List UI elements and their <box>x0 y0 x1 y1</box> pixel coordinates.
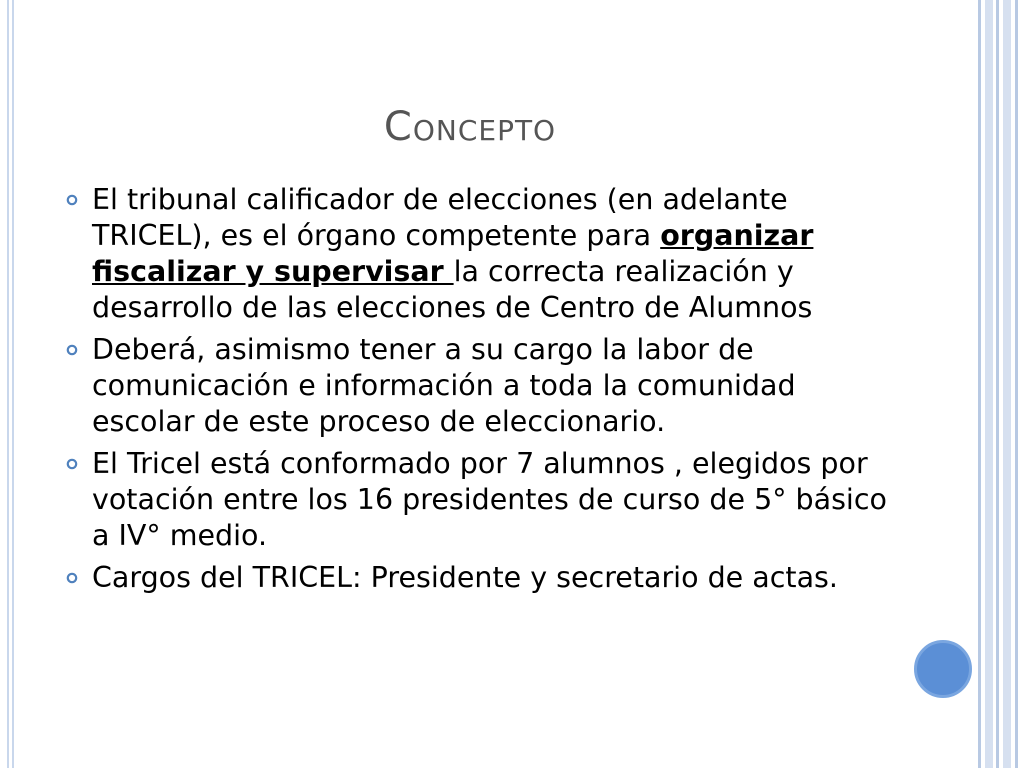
ring-bullet-icon <box>66 458 78 470</box>
ring-bullet-icon <box>66 572 78 584</box>
right-decor-stripe-5 <box>1015 0 1018 768</box>
ring-bullet-icon <box>66 344 78 356</box>
right-decor-stripe-4 <box>1003 0 1011 768</box>
bullet-2-text: Deberá, asimismo tener a su cargo la labor de comunicación e información a toda la comunidad escolar de este proceso de eleccionario. <box>92 333 796 438</box>
slide-title: Concepto <box>383 104 557 150</box>
ring-bullet-icon <box>66 194 78 206</box>
right-decor-stripe-1 <box>978 0 981 768</box>
bullet-item-4 <box>64 560 894 596</box>
bullet-1-text-after: la correcta realización y desarrollo de las elecciones de Centro de Alumnos <box>92 255 813 324</box>
bullet-item-1 <box>64 182 894 326</box>
bullet-4-text: Cargos del TRICEL: Presidente y secretario de actas. <box>92 561 838 594</box>
right-decor-stripe-3 <box>996 0 999 768</box>
right-decor-stripe-2 <box>985 0 993 768</box>
bullet-list <box>64 182 894 602</box>
bullet-3-text: El Tricel está conformado por 7 alumnos , elegidos por votación entre los 16 presidentes de curso de 5° básico a IV° medio. <box>92 447 887 552</box>
bullet-item-2 <box>64 332 894 440</box>
bullet-1-text-before: El tribunal calificador de elecciones (en adelante TRICEL), es el órgano competente para <box>92 183 788 252</box>
bullet-item-3 <box>64 446 894 554</box>
blue-circle-decoration <box>914 640 972 698</box>
bullet-1-underlined-text: organizar fiscalizar y supervisar <box>92 219 814 288</box>
